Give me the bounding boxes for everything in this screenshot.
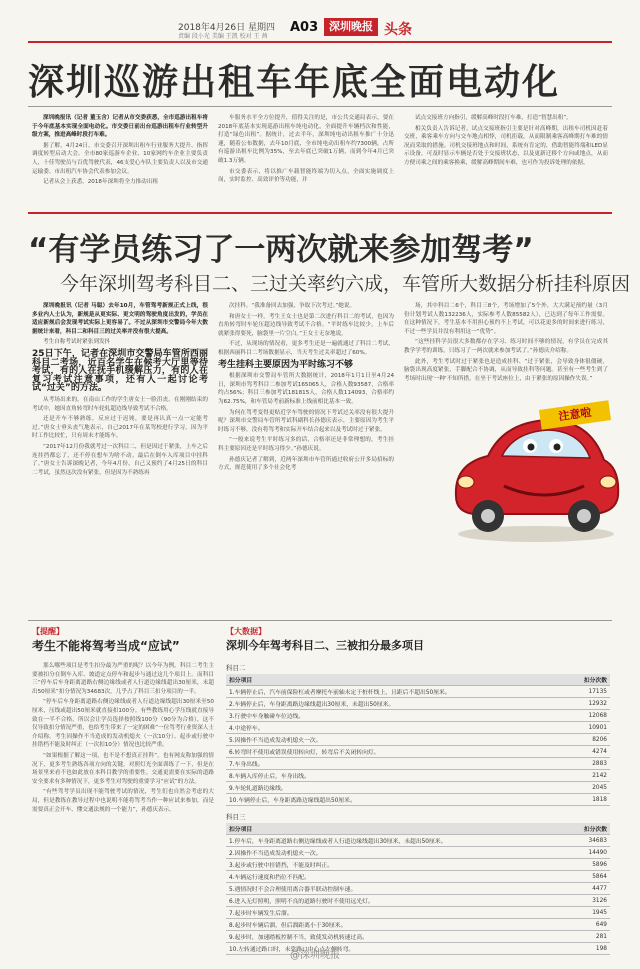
paragraph: 此外，考生考试时过于紧张也是造成挂科、“过于紧张，会导致身体很僵硬，脑袋出现高度紧张，手脚配合不协调，从而导致挂科等问题。甚至有一些考生到了考场时出现‘一种’不知所措，在坐于考试座位上，由于紧张的原因操作失误。”: [404, 358, 608, 382]
row-item: 5.遇情况时不会合理使用离合器半联动控制车速。: [226, 883, 544, 895]
row-item: 3.行驶中车身触碰车位边线。: [226, 710, 544, 722]
reminder-tag: 【提醒】: [32, 627, 64, 636]
row-count: 1945: [544, 907, 610, 919]
paragraph: 场，其中科目二6个，科目三8个，考场增加了5个外，大大满足预约量（3月份计划考试人数132236人，实际参考人数85582人），已达到了每年工作需要。在这种情况下，考生基本不用担心预约不上考试，可以花更多的时间来进行练习，不过一些学员并没有利用这一“优势”。: [404, 303, 608, 335]
stats-panel: [226, 626, 610, 955]
table-header-row: [226, 823, 610, 835]
table-row: [226, 895, 610, 907]
reminder-sidebar: [32, 626, 214, 962]
row-count: 5864: [544, 871, 610, 883]
row-count: 649: [544, 919, 610, 931]
article2-headline: “有学员练习了一两次就来参加驾考”: [28, 232, 534, 268]
article2-subheadline: 今年深圳驾考科目二、三过关率约六成，车管所大数据分析挂科原因: [60, 273, 631, 295]
paragraph: “一般来说考生平时练习多的话，合格率还是非常理想的，考生挂科主要原因还是平时练习得少。”孙德庆说。: [218, 437, 394, 452]
row-count: 17135: [544, 686, 610, 698]
article2-column-3: [404, 302, 608, 402]
table2-title: 科目三: [226, 813, 246, 821]
header-count: 扣分次数: [544, 823, 610, 835]
reminder-headline: 考生不能将驾考当成“应试”: [32, 639, 180, 653]
row-item: 2.车辆停止后，车身距离路边缘线超出30厘米，未超出50厘米。: [226, 698, 544, 710]
paragraph: 车服务水平全方位提升，值得关注的是，市公共交通局表示，要在2018年底基本实现巡游出租车纯电动化，全面提升车辆档次和性能，打造“绿色出租”。据统计，过去半年，深圳纯电动出租车推广十分迅速，随着公布数据，去年10月底，全市纯电动出租车约7300辆，占所有巡游出租车比例为35%，至去年底已突破1万辆，而到今年4月已突破1.3万辆。: [218, 115, 394, 164]
table-row: [226, 883, 610, 895]
row-count: 2045: [544, 782, 610, 794]
table-subject-three: [226, 823, 610, 955]
paragraph: 还是开车不够熟练，反应过于迟钝，要是再认真一点一定能考过。”唐女士垂头丧气地表示，自己2017年在某驾校进行学习，因为平时工作比较忙，只有周末才能练车。: [32, 416, 208, 440]
row-item: 4.车辆运行速度和挡位不匹配。: [226, 871, 544, 883]
table-row: [226, 859, 610, 871]
paragraph: 市交委表示，将以推广车载智能终端为切入点，全面实施调度上岗，实时监控、高效评价等功能，并: [218, 168, 394, 184]
table1-title: 科目二: [226, 664, 246, 672]
row-item: 5.因操作不当造成发动机熄火一次。: [226, 734, 544, 746]
table-row: [226, 931, 610, 943]
page-number: A03: [290, 20, 319, 35]
table-row: [226, 835, 610, 847]
paragraph: 相关负责人告诉记者，试点交接班指引主要是针对高峰期，出租车司机因赶着交班，乘客乘车方向与交车地点相悖，司机拒载，从而限制乘客高峰期打车难的情况而采取的措施。司机交接班地点和时间，系统有肯定的，借助智能终端和LED显示设备，可及时显示车辆是否处于交接班状态，以及更新迁移个方向或地点，从而方便司乘之间的乘客换乘，缓解高峰期间车难，也可作为投诉处理的依据。: [404, 125, 608, 166]
editor-credits: 责编 段小光 美编 王凯 校对 王 茜: [178, 33, 268, 40]
lower-divider: [28, 620, 612, 621]
table-row: [226, 794, 610, 806]
table-row: [226, 871, 610, 883]
row-item: 9.起步时，加速踏板控制不当，致使发动机转速过高。: [226, 931, 544, 943]
article1-headline: 深圳巡游出租车年底全面电动化: [28, 62, 561, 103]
paragraph: 深圳晚报讯（记者 马聪）去年10月，车管驾考新规正式上线，很多业内人士认为，新规是从更实际、更文明的驾驶角度出发的，学员在适应新规后会发现考试实际上更容易了。不过从深圳市交警局今年大数据统计来看，科目二和科目三的过关率并没有很大提高。: [32, 303, 208, 335]
table-row: [226, 746, 610, 758]
table-row: [226, 847, 610, 859]
paragraph: 考生自称考试时紧张到发抖: [43, 339, 111, 346]
table-row: [226, 734, 610, 746]
paragraph: 不过，从现场的情况看，更多考生还是一遍就通过了科目二考试，根据西丽科目二考场数据显示，当天考生过关率超过了60%。: [218, 341, 394, 356]
row-item: 6.转弯时不使用或错误使用转向灯，转弯后不关闭转向灯。: [226, 746, 544, 758]
row-item: 9.车轮轧道路边缘线。: [226, 782, 544, 794]
row-item: 10.左转通过路口时，未靠路口中心点左侧转弯。: [226, 943, 544, 955]
row-count: 12068: [544, 710, 610, 722]
weibo-watermark: @深圳晚报: [290, 950, 340, 961]
row-count: 281: [544, 931, 610, 943]
row-item: 8.车辆入库停止后，车身出线。: [226, 770, 544, 782]
row-item: 7.起步时车辆发生后溜。: [226, 907, 544, 919]
paragraph: “2017年12月份我就考过一次科目二，但是因过于紧张，上车之后连挂挡都忘了，还不停在想车为啥不动。最后在倒车入库项目中挂科了。”唐女士告诉深晚记者，今年4月份，自己又预约了4月25日的科目二考试，虽然这次没有紧张，但是因为不熟练再: [32, 443, 208, 476]
paragraph: “停车后车身距离道路右侧边缘线或者人行道边缘线超出30厘米至50厘米，压线或超出50厘米就直接扣100分。有些教练用心学压线就直接导致在一半不合格，所以会让学员选择按照线100分（90分为合格），这不仅导致扣分情况严重，也给考生带来了一定的困难”一位驾考行业资深人士介绍称。考生因操作不当造成的发动机熄火（一次10分）、起步或行驶中挂错档不能及时纠正（一次扣10分）情况也比较严重。: [32, 699, 214, 749]
row-item: 6.进入无灯照明，照明不良的道路行驶时不使用远光灯。: [226, 895, 544, 907]
paragraph: “如果根据了解这一项，也不是不想真正挂科”，也有网友称加强的情况下，更多考生熟练各项方向的关键，对照灯光全面训练了一下，但是在场景里来看不也如此放在本科目教学的重要性。交通更需要在实际的道路安全要求有多种情况下，更多考生对驾驶的重要学习“应试”的方法。: [32, 752, 214, 785]
notice-badge: 注意啦: [539, 400, 611, 430]
article2-column-1: [32, 302, 208, 614]
row-count: 14490: [544, 847, 610, 859]
paragraph: 从考场出来的，在南山工作的学生唐女士一脸沮丧。在刚刚结束的考试中，她因直角转弯时车轮轧超边线导致考试不合格。: [32, 396, 208, 412]
row-count: 5896: [544, 859, 610, 871]
row-count: 10901: [544, 722, 610, 734]
row-count: 12932: [544, 698, 610, 710]
row-count: 1818: [544, 794, 610, 806]
stats-headline: 深圳今年驾考科目二、三被扣分最多项目: [226, 639, 424, 652]
row-item: 1.车辆停止后，汽车前保险杠或者摩托车前轴未定于桩杆线上，且距后不超出50厘米。: [226, 686, 544, 698]
article1-rule: [28, 106, 612, 107]
article2-column-2: [218, 302, 394, 614]
paragraph: 为何在驾考变得更贴近学车驾驶的情况下考试过关率没有很大提升呢？深圳市交警局车管所考试科副科长孙德庆表示，主要原因为考生平时练习不够，没有将驾考和实际开车结合起来以及考试时过于紧张。: [218, 409, 394, 433]
article1-column-2: [218, 114, 394, 187]
paragraph: “这些挂科学员很大多数都存在学习、练习时间不够的情况，有学员在完成其教学学考的训练，只练习了一两次就来参加考试了。”孙德庆介绍称。: [404, 339, 608, 354]
row-count: 2883: [544, 758, 610, 770]
row-item: 4.中途停车。: [226, 722, 544, 734]
paragraph: 深圳晚报讯（记者 董玉含）记者从市交委获悉，全市巡游出租车将于今年底基本实现全面电动化。市交委日前出台巡游出租车行业转型升级方案，推进高峰时段打车难。: [32, 115, 208, 139]
table-row: [226, 782, 610, 794]
table-row: [226, 758, 610, 770]
table-subject-two: [226, 674, 610, 806]
paragraph: 和唐女士一样，考生王女士也是第二次进行科目二的考试，也因为直角转弯时车轮压超边线导致考试不合格。“平时练车比较少，上车后就紧张得要死，脑袋里一片空白。”王女士无奈地说。: [218, 313, 394, 337]
header-count: 扣分次数: [544, 674, 610, 686]
table-row: [226, 907, 610, 919]
row-count: 198: [544, 943, 610, 955]
table-row: [226, 686, 610, 698]
reminder-body: [32, 662, 214, 962]
masthead-rule: [28, 41, 612, 43]
row-count: 4477: [544, 883, 610, 895]
row-item: 7.车身出线。: [226, 758, 544, 770]
table-header-row: [226, 674, 610, 686]
header-item: 扣分项目: [226, 823, 544, 835]
row-item: 1.停车后，车身距离道路右侧边缘线或者人行道边缘线超出30厘米，未超出50厘米。: [226, 835, 544, 847]
stats-tag: 【大数据】: [226, 627, 266, 636]
row-item: 3.起步或行驶中挂错挡，不能及时纠正。: [226, 859, 544, 871]
paragraph: 次挂科。“我准备回去加强，争取下次考过。”她说。: [229, 303, 356, 309]
section-divider: [28, 212, 612, 214]
paragraph: 试点交接班方向指引，缓解高峰时段打车难，打造“智慧出租”。: [415, 115, 572, 121]
paragraph: “有些驾考学员出现不能驾驶考试的情况，考生们也自然会考虑的大局，但是教练在教导过程中也说明不能将驾考当作一种应试来参加，而是需要真正会开车、懂交通法规的一个能力”，孙德庆表示。: [32, 789, 214, 813]
row-item: 2.因操作不当造成发动机熄火一次。: [226, 847, 544, 859]
newspaper-logo: 深圳晚报: [324, 18, 378, 36]
row-count: 34683: [544, 835, 610, 847]
paragraph: 据了解，4月24日，市交委召开深圳出租车行业服务大提升、指挥调度转型启动大会。全市80家巡游车企业、10家网约车企业主要负责人，十佳驾驶员与百优驾驶代表，46支爱心车队主要负责人以及市交通运输委、市出租汽车协会代表参加会议。: [32, 142, 208, 175]
paragraph: 那么哪些项目是考生扣分最为严重的呢？以今年为例，科目二考生主要被扣分在倒车入库、坡道定点停车和起步与通过这几个项目上。而科目三“停车后车身距离道路右侧边缘线或者人行道边缘线超出30厘米，未超出50厘米”扣分情况为34683次，几乎占了科目三扣分项目的一半。: [32, 663, 214, 695]
table-row: [226, 698, 610, 710]
header-item: 扣分项目: [226, 674, 544, 686]
table-row: [226, 710, 610, 722]
paragraph: 记者从会上获悉，2018年深圳将全力推动出租: [43, 179, 158, 186]
row-count: 8206: [544, 734, 610, 746]
section-name: 头条: [384, 22, 412, 38]
article2-subhead-practice: 考生挂科主要原因为平时练习不够: [218, 359, 354, 370]
article1-column-3: [404, 114, 608, 170]
article1-column-1: [32, 114, 208, 189]
row-count: 3126: [544, 895, 610, 907]
issue-date: 2018年4月26日 星期四: [178, 23, 275, 33]
row-item: 10.车辆停止后，车身距离路边缘线超出50厘米。: [226, 794, 544, 806]
table-row: [226, 943, 610, 955]
row-item: 8.起步时车辆后溜，但后溜距离小于30厘米。: [226, 919, 544, 931]
paragraph: 孙德庆记者了解到，近两年深圳市车管所通过收府公开多局招标的方式，规范使用了多个社会化考: [218, 456, 394, 472]
table-row: [226, 770, 610, 782]
row-count: 4274: [544, 746, 610, 758]
table-row: [226, 919, 610, 931]
paragraph: 根据深圳市交警局车管所大数据统计，2018年1月1日至4月24日，深圳市驾考科目二参加考试165065人，合格人数93587，合格率约占56%；科目三参加考试181815人，合格人数114093，合格率约为62.75%，和车管局考前新标准上线前相比基本一致。: [218, 373, 394, 405]
table-row: [226, 722, 610, 734]
row-count: 2142: [544, 770, 610, 782]
article2-subhead-nervous: 25日下午，记者在深圳市交警局车管所西丽科目二考场，近百名学生在候考大厅里等待考试，有的人在抚手机缓解压力，有的人在复习考试注意事项，还有人一起讨论考试“过关”的方法。: [32, 348, 208, 394]
